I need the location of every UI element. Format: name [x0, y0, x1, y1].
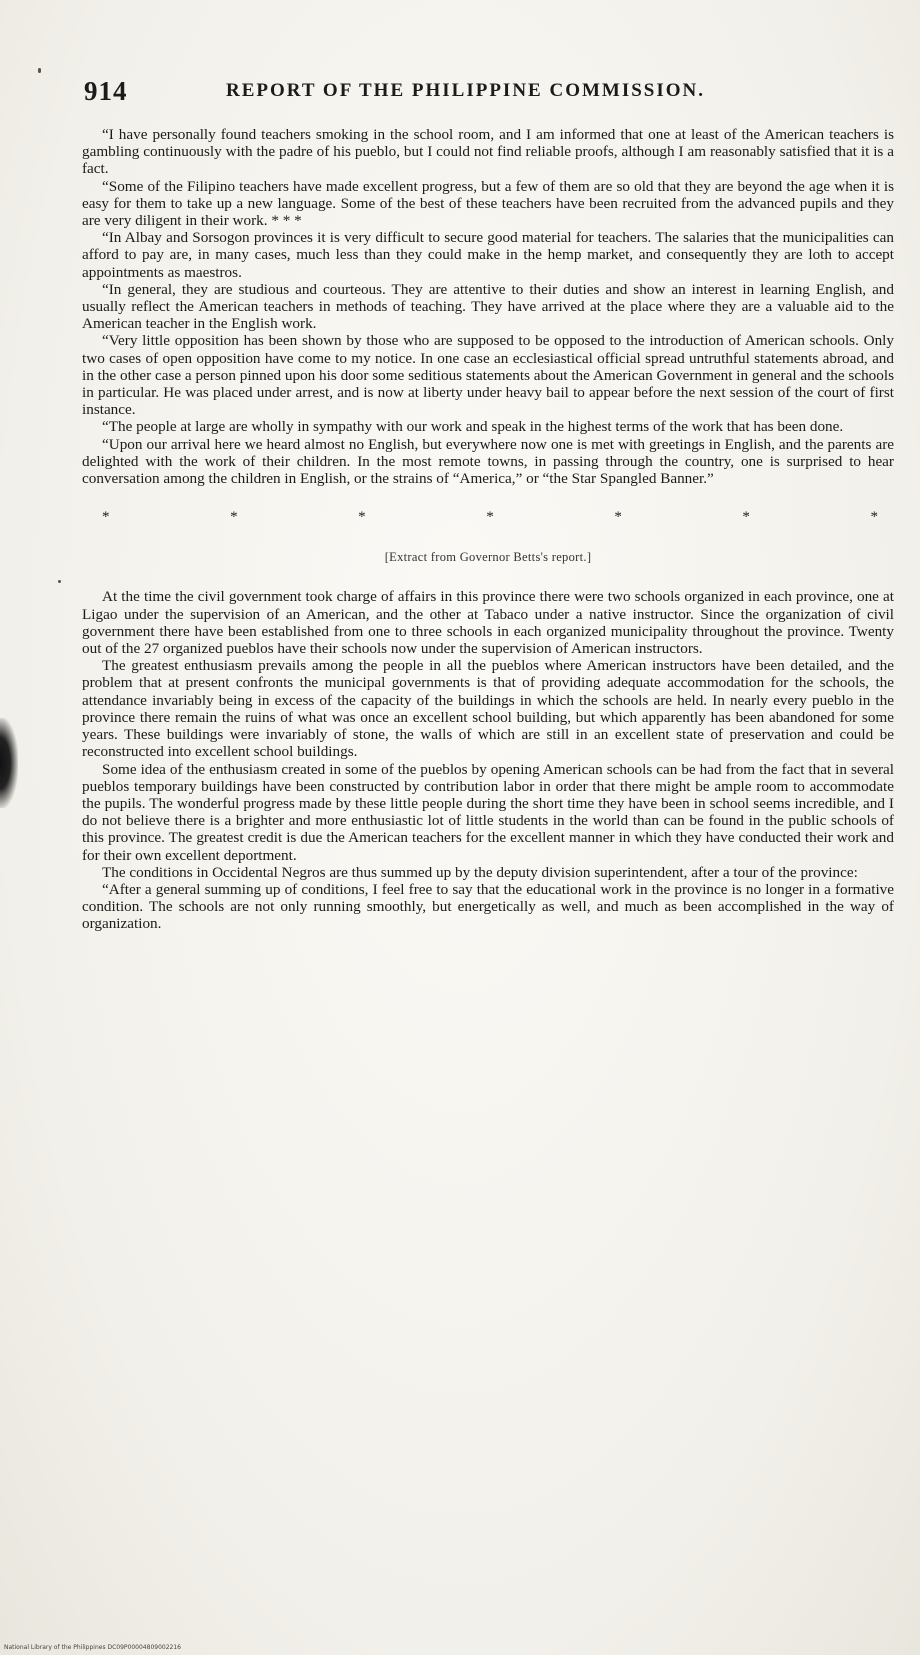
paragraph: “Upon our arrival here we heard almost no English, but everywhere now one is met with greetings in English, and the parents are delighted with the work of their children. In the most remote towns, in passing through the country, one is surprised to hear conversation among the children in English, or the strains of “America,” or “the Star Spangled Banner.” [82, 435, 894, 488]
scan-speck [38, 68, 41, 73]
asterisk: * [486, 509, 494, 526]
paragraph: The conditions in Occidental Negros are thus summed up by the deputy division superintendent, after a tour of the province: [102, 863, 858, 881]
asterisk: * [614, 509, 622, 526]
paragraph: At the time the civil government took charge of affairs in this province there were two schools organized in each province, one at Ligao under the supervision of an American, and the other at Tabaco under a native instructor. Since the organization of civil government there have been established from one to three schools in each organized municipality throughout the province. Twenty out of the 27 organized pueblos have their schools now under the supervision of American instructors. [82, 588, 894, 658]
asterisk: * [358, 509, 366, 526]
paragraph: “I have personally found teachers smoking in the school room, and I am informed that one at least of the American teachers is gambling continuously with the padre of his pueblo, but I could not find reliable proofs, although I am reasonably satisfied that it is a fact. [82, 126, 894, 178]
paragraph: “In general, they are studious and courteous. They are attentive to their duties and show an interest in learning English, and usually reflect the American teachers in methods of teaching. They have arrived at the place where they are a valuable aid to the American teacher in the English work. [82, 280, 894, 333]
paragraph: “In Albay and Sorsogon provinces it is very difficult to secure good material for teachers. The salaries that the municipalities can afford to pay are, in many cases, much less than they could make in the hemp market, and consequently they are loth to accept appointments as maestros. [82, 229, 894, 281]
page-header [84, 76, 860, 116]
scan-margin-blot [0, 718, 18, 808]
extract-heading: [Extract from Governor Betts's report.] [384, 550, 592, 565]
asterisk: * [230, 509, 238, 526]
asterisk: * [742, 509, 750, 526]
paragraph: The greatest enthusiasm prevails among the people in all the pueblos where American instructors have been detailed, and the problem that at present confronts the municipal governments is that of providing adequate accommodation for the schools, the attendance invariably being in excess of the capacity of the buildings in which the schools are held. In nearly every pueblo in the province there remain the ruins of what was once an excellent school building, but which apparently has been abandoned for some years. These buildings were invariably of stone, the walls of which are still in an excellent state of preservation and could be reconstructed into excellent school buildings. [82, 657, 894, 761]
running-title: REPORT OF THE PHILIPPINE COMMISSION. [226, 80, 706, 101]
asterisk: * [870, 509, 878, 526]
paragraph: “Some of the Filipino teachers have made excellent progress, but a few of them are so old that they are beyond the age when it is easy for them to take up a new language. Some of the best of these teachers have been recruited from the advanced pupils and they are very diligent in their work. * * * [82, 177, 894, 230]
paragraph: “Very little opposition has been shown by those who are supposed to be opposed to the introduction of American schools. Only two cases of open opposition have come to my notice. In one case an ecclesiastical official spread untruthful statements abroad, and in the other case a person pinned upon his door some seditious statements about the American Government in general and the schools in particular. He was placed under arrest, and is now at liberty under heavy bail to appear before the next session of the court of first instance. [82, 332, 894, 419]
scan-footer: National Library of the Philippines DC09P00004809002216 [4, 1644, 181, 1651]
asterisk-separator [82, 487, 894, 535]
scan-speck [58, 580, 61, 583]
paragraph: “After a general summing up of conditions, I feel free to say that the educational work in the province is no longer in a formative condition. The schools are not only running smoothly, but energetically as well, and much as been accomplished in the way of organization. [82, 880, 894, 933]
paragraph: “The people at large are wholly in sympathy with our work and speak in the highest terms of the work that has been done. [102, 418, 844, 436]
page-number: 914 [84, 76, 128, 106]
paragraph: Some idea of the enthusiasm created in some of the pueblos by opening American schools can be had from the fact that in several pueblos temporary buildings have been constructed by contribution labor in order that there might be ample room to accommodate the pupils. The wonderful progress made by these little people during the short time they have been in school seems incredible, and I do not believe there is a brighter and more enthusiastic lot of little students in the world than can be found in the public schools of this province. The greatest credit is due the American teachers for the excellent manner in which they have conducted their work and for their own excellent deportment. [82, 760, 894, 864]
body-text [82, 126, 894, 933]
asterisk: * [102, 509, 110, 526]
